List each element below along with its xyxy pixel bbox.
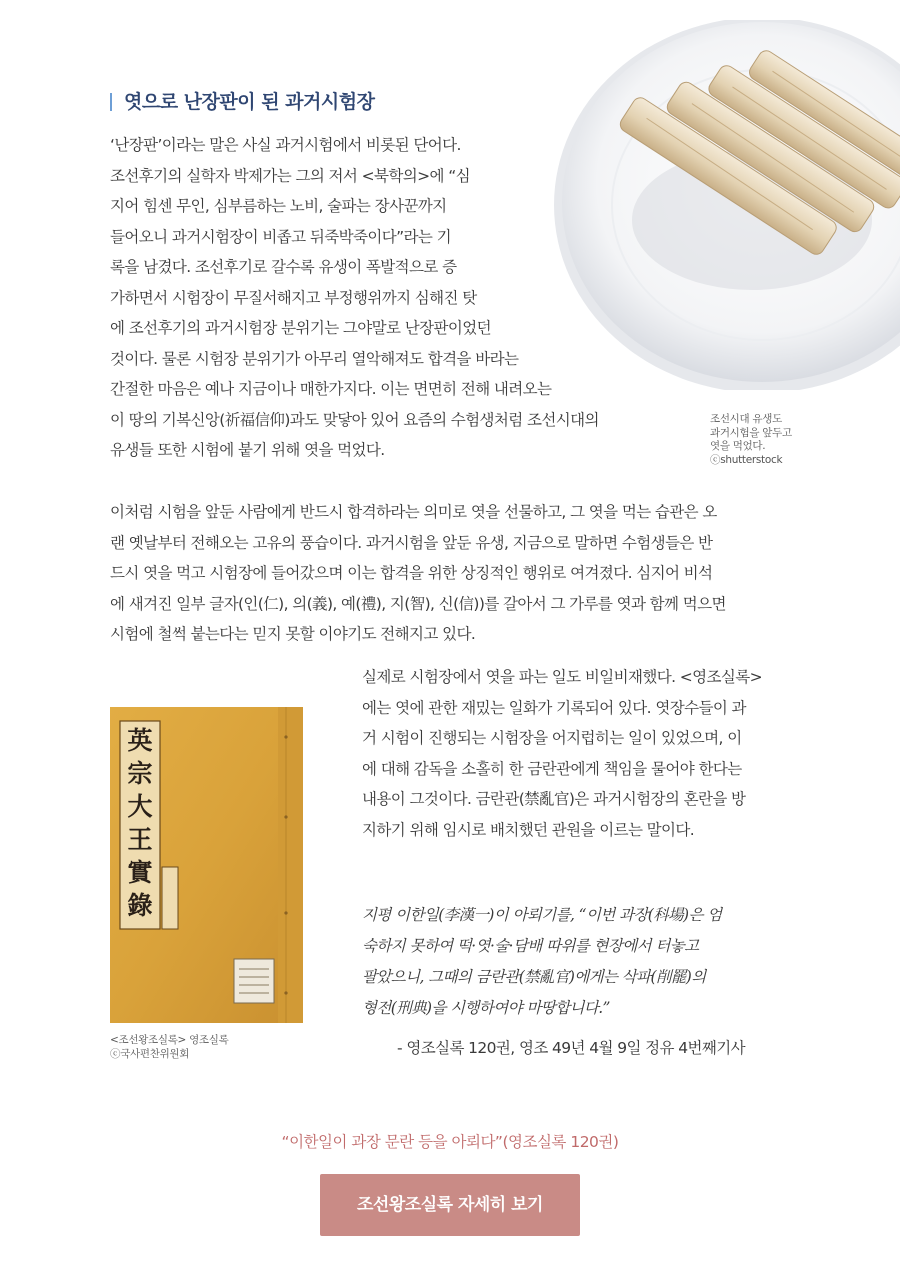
paragraph-line: 거 시험이 진행되는 시험장을 어지럽히는 일이 있었으며, 이 — [362, 729, 742, 747]
paragraph-line: 지어 힘센 무인, 심부름하는 노비, 술파는 장사꾼까지 — [110, 197, 447, 215]
paragraph-line: 시험에 철썩 붙는다는 믿지 못할 이야기도 전해지고 있다. — [110, 625, 476, 643]
section-title: 엿으로 난장판이 된 과거시험장 — [110, 90, 374, 114]
quote-line: 형전(刑典)을 시행하여야 마땅합니다.” — [362, 999, 610, 1017]
paragraph-line: 랜 옛날부터 전해오는 고유의 풍습이다. 과거시험을 앞둔 유생, 지금으로 말하면 수험생들은 반 — [110, 533, 713, 552]
paragraph-line: 조선후기의 실학자 박제가는 그의 저서 <북학의>에 “심 — [110, 166, 471, 185]
view-sillok-button[interactable]: 조선왕조실록 자세히 보기 — [320, 1174, 580, 1236]
paragraph-line: 내용이 그것이다. 금란관(禁亂官)은 과거시험장의 혼란을 방 — [362, 790, 746, 808]
paragraph-3 — [362, 662, 762, 845]
paragraph-line: 드시 엿을 먹고 시험장에 들어갔으며 이는 합격을 위한 상징적인 행위로 여겨졌다. 심지어 비석 — [110, 564, 713, 582]
paragraph-line: 유생들 또한 시험에 붙기 위해 엿을 먹었다. — [110, 441, 385, 459]
caption-line: 과거시험을 앞두고 — [710, 426, 792, 439]
paragraph-1 — [110, 130, 599, 466]
paragraph-2 — [110, 497, 726, 650]
paragraph-line: 이처럼 시험을 앞둔 사람에게 반드시 합격하라는 의미로 엿을 선물하고, 그 엿을 먹는 습관은 오 — [110, 503, 717, 521]
quote-source: - 영조실록 120권, 영조 49년 4월 9일 정유 4번째기사 — [397, 1039, 745, 1057]
quote-line: 지평 이한일(李漢一)이 아뢰기를, “이번 과장(科場)은 엄 — [362, 906, 722, 924]
book-cover-title: 英宗大王實錄 — [127, 726, 153, 920]
caption-line: 조선시대 유생도 — [710, 413, 782, 425]
paragraph-line: 간절한 마음은 예나 지금이나 매한가지다. 이는 면면히 전해 내려오는 — [110, 380, 552, 398]
yeongjo-sillok-book-image — [110, 707, 303, 1023]
caption-line: <조선왕조실록> 영조실록 — [110, 1034, 229, 1046]
paragraph-line: 에 새겨진 일부 글자(인(仁), 의(義), 예(禮), 지(智), 신(信))를 갈아서 그 가루를 엿과 함께 먹으면 — [110, 594, 726, 613]
quote-line: 팔았으니, 그때의 금란관(禁亂官)에게는 삭파(削罷)의 — [362, 968, 706, 986]
caption-credit: ⓒ국사편찬위원회 — [110, 1047, 190, 1060]
caption-credit: ⓒshutterstock — [710, 453, 783, 466]
book-image-caption — [110, 1034, 228, 1061]
yeot-photo — [552, 20, 900, 390]
bottom-quote-title: “이한일이 과장 문란 등을 아뢰다”(영조실록 120권) — [281, 1133, 619, 1151]
sillok-quote — [362, 900, 722, 1024]
paragraph-line: 실제로 시험장에서 엿을 파는 일도 비일비재했다. <영조실록> — [362, 668, 763, 686]
paragraph-line: ‘난장판’이라는 말은 사실 과거시험에서 비롯된 단어다. — [110, 136, 461, 154]
paragraph-line: 지하기 위해 임시로 배치했던 관원을 이르는 말이다. — [362, 820, 695, 839]
paragraph-line: 에 대해 감독을 소홀히 한 금란관에게 책임을 물어야 한다는 — [362, 759, 742, 778]
paragraph-line: 에 조선후기의 과거시험장 분위기는 그야말로 난장판이었던 — [110, 319, 491, 337]
paragraph-line: 것이다. 물론 시험장 분위기가 아무리 열악해져도 합격을 바라는 — [110, 349, 519, 368]
paragraph-line: 록을 남겼다. 조선후기로 갈수록 유생이 폭발적으로 증 — [110, 258, 457, 276]
quote-line: 숙하지 못하여 떡·엿·술·담배 따위를 현장에서 터놓고 — [362, 937, 699, 955]
caption-line: 엿을 먹었다. — [710, 440, 766, 452]
paragraph-line: 이 땅의 기복신앙(祈福信仰)과도 맞닿아 있어 요즘의 수험생처럼 조선시대의 — [110, 410, 599, 429]
paragraph-line: 들어오니 과거시험장이 비좁고 뒤죽박죽이다”라는 기 — [110, 227, 451, 246]
paragraph-line: 가하면서 시험장이 무질서해지고 부정행위까지 심해진 탓 — [110, 288, 477, 307]
paragraph-line: 에는 엿에 관한 재밌는 일화가 기록되어 있다. 엿장수들이 과 — [362, 698, 746, 717]
yeot-photo-caption — [710, 413, 792, 467]
